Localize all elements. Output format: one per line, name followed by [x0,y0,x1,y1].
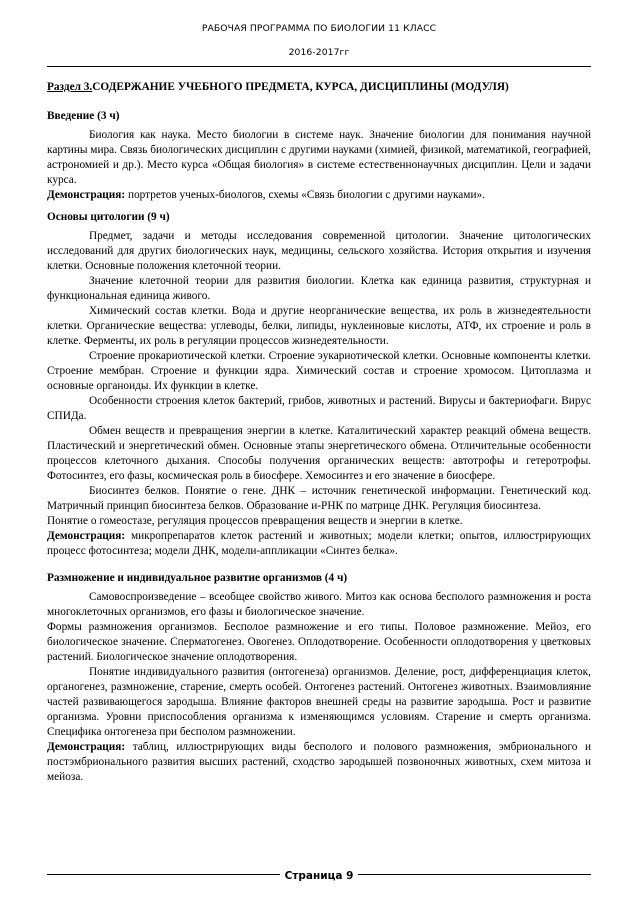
cytology-demonstration [47,529,591,559]
running-header-year: 2016-2017гг [288,47,350,58]
page-footer [0,866,638,884]
cytology-paragraph: Предмет, задачи и методы исследования современной цитологии. Значение цитологических исследований для других биологических наук, медицины, сельского хозяйства. История открытия и изучения клетки. Основные положения клеточной теории. [47,230,591,272]
intro-paragraph: Биология как наука. Место биологии в системе наук. Значение биологии для понимания научной картины мира. Связь биологических дисциплин с другими науками (химией, физикой, математикой, географией, астрономией и др.). Место курса «Общая биология» в системе естественнонаучных дисциплин. Цели и задачи курса. [47,129,591,186]
section-number: Раздел 3. [47,81,93,93]
intro-demonstration [47,188,591,203]
cytology-paragraph: Обмен веществ и превращения энергии в клетке. Каталитический характер реакций обмена веществ. Пластический и энергетический обмен. Основные этапы энергетического обмена. Отличительные особенности процессов клеточного дыхания. Способы получения органических веществ: автотрофы и гетеротрофы. Фотосинтез, его фазы, космическая роль в биосфере. Хемосинтез и его значение в биосфере. [47,425,591,482]
demo-label: Демонстрация: [47,530,126,542]
demo-text: портретов ученых-биологов, схемы «Связь биологии с другими науками». [125,189,485,201]
reproduction-plain-paragraph: Формы размножения организмов. Бесполое размножение и его типы. Половое размножение. Мейоз, его биологическое значение. Сперматогенез. Овогенез. Оплодотворение. Особенности оплодотворения у цветковых растений. Биологическое значение оплодотворения. [47,621,591,663]
cytology-paragraph: Значение клеточной теории для развития биологии. Клетка как единица развития, структурная и функциональная единица живого. [47,275,591,302]
cytology-paragraph: Биосинтез белков. Понятие о гене. ДНК – источник генетической информации. Генетический код. Матричный принцип биосинтеза белков. Образование и-РНК по матрице ДНК. Регуляция биосинтеза. [47,485,591,512]
header-divider [47,66,591,67]
cytology-paragraph: Строение прокариотической клетки. Строение эукариотической клетки. Основные компоненты клетки. Строение мембран. Строение и функции ядра. Химический состав и строение хромосом. Цитоплазма и основные органоиды. Их функции в клетке. [47,350,591,392]
document-body [47,80,591,785]
cytology-heading: Основы цитологии (9 ч) [47,211,170,223]
demo-text: микропрепаратов клеток растений и животных; модели клетки; опытов, иллюстрирующих процесс фотосинтеза; модели ДНК, модели-аппликации «Синтез белка». [47,530,591,557]
cytology-plain-paragraph: Понятие о гомеостазе, регуляция процессов превращения веществ и энергии в клетке. [47,515,463,527]
cytology-paragraph: Химический состав клетки. Вода и другие неорганические вещества, их роль в жизнедеятельности клетки. Органические вещества: углеводы, белки, липиды, нуклеиновые кислоты, АТФ, их строение и роль в клетке. Ферменты, их роль в регуляции процессов жизнедеятельности. [47,305,591,347]
running-header-title: РАБОЧАЯ ПРОГРАММА ПО БИОЛОГИИ 11 КЛАСС [201,23,437,34]
section-name: СОДЕРЖАНИЕ УЧЕБНОГО ПРЕДМЕТА, КУРСА, ДИСЦИПЛИНЫ (МОДУЛЯ) [92,81,509,93]
reproduction-demonstration [47,740,591,785]
section-title [47,80,591,95]
reproduction-paragraph: Самовоспроизведение – всеобщее свойство живого. Митоз как основа бесполого размножения и роста многоклеточных организмов, его фазы и биологическое значение. [47,591,591,618]
demo-text: таблиц, иллюстрирующих виды бесполого и полового размножения, эмбрионального и постэмбрионального развития высших растений, сходство зародышей позвоночных животных, схем митоза и мейоза. [47,741,591,783]
demo-label: Демонстрация: [47,189,126,201]
reproduction-heading: Размножение и индивидуальное развитие организмов (4 ч) [47,572,348,584]
cytology-paragraph: Особенности строения клеток бактерий, грибов, животных и растений. Вирусы и бактериофаги. Вирус СПИДа. [47,395,591,422]
reproduction-paragraph: Понятие индивидуального развития (онтогенеза) организмов. Деление, рост, дифференциация клеток, органогенез, размножение, старение, смерть особей. Онтогенез растений. Онтогенез животных. Взаимовлияние частей развивающегося зародыша. Влияние факторов внешней среды на развитие зародыша. Рост и развитие организма. Уровни приспособления организма к изменяющимся условиям. Старение и смерть организма. Специфика онтогенеза при бесполом размножении. [47,666,591,738]
page-number: Страница 9 [280,870,359,882]
intro-heading: Введение (3 ч) [47,110,120,122]
demo-label: Демонстрация: [47,741,126,753]
